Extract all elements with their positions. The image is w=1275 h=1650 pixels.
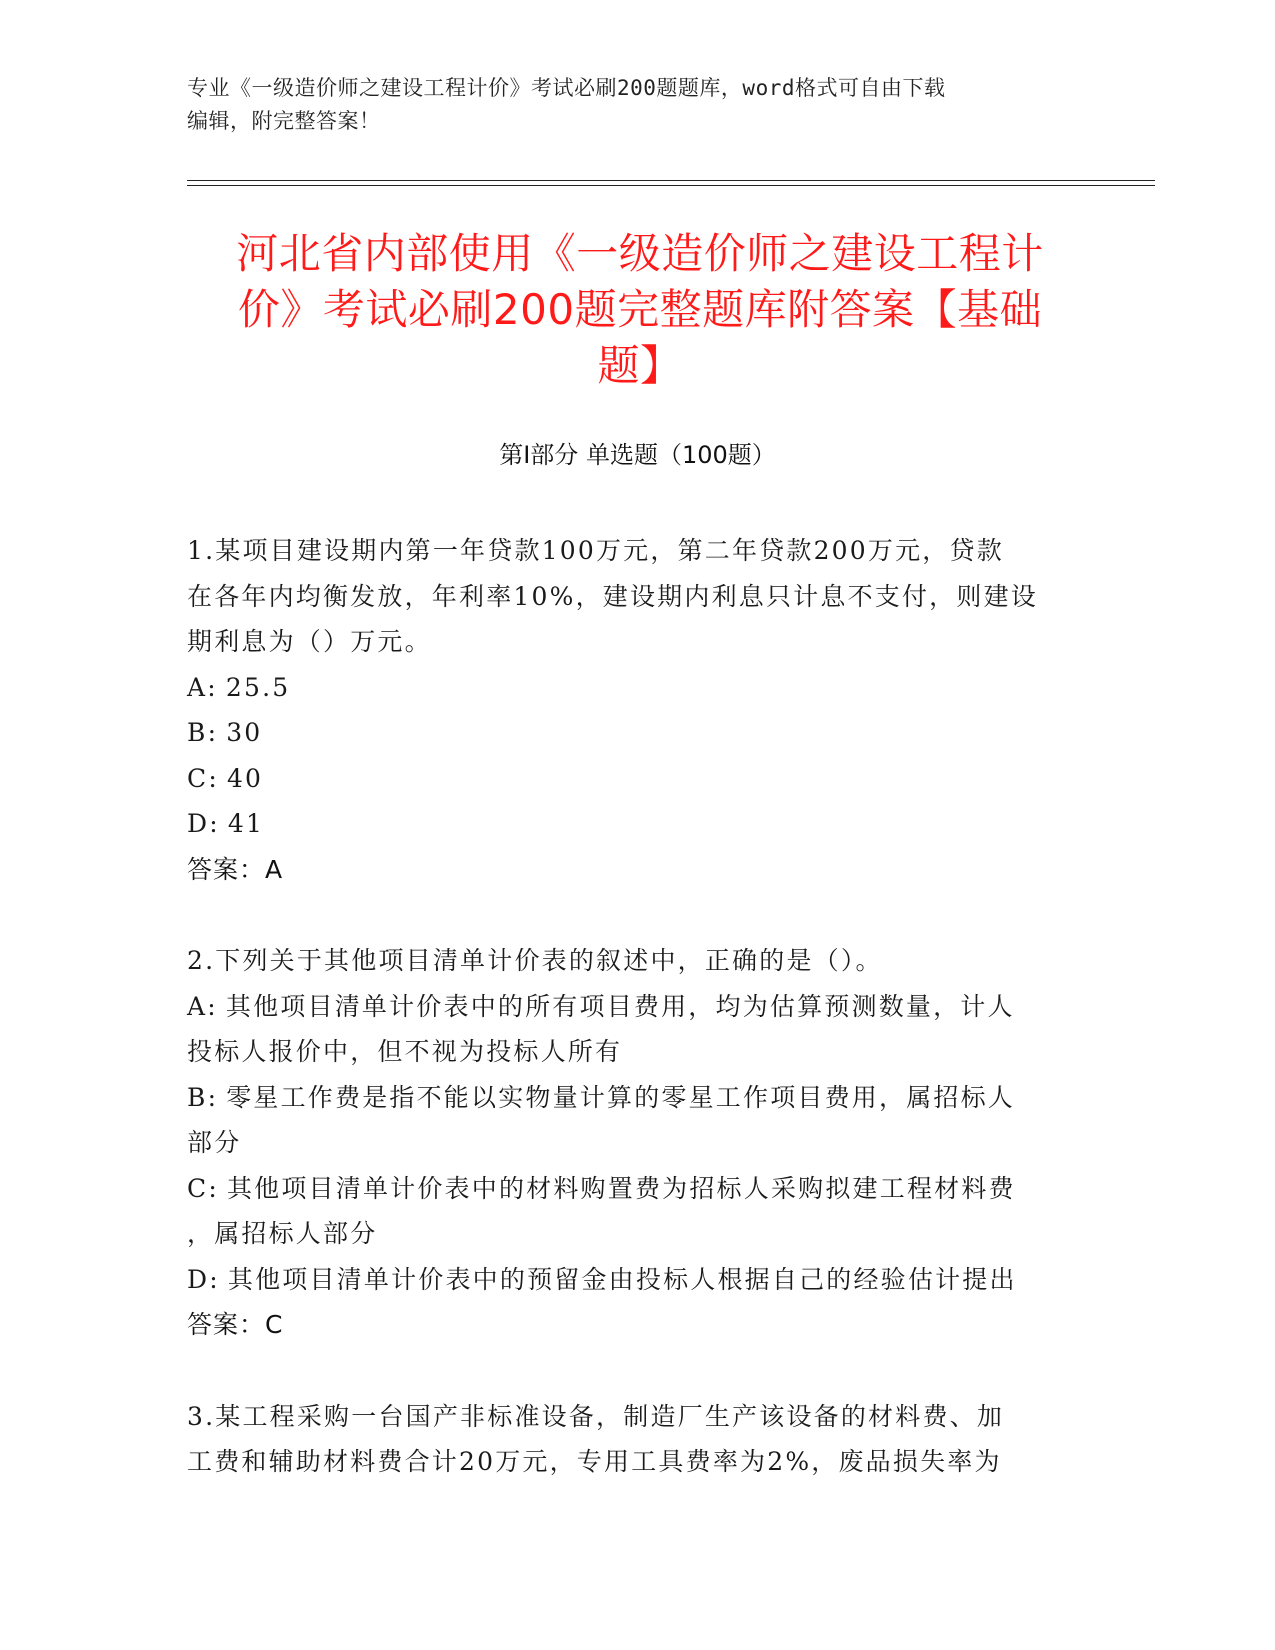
option-d: D: 其他项目清单计价表中的预留金由投标人根据自己的经验估计提出: [187, 1264, 1017, 1294]
question-text-line: 工费和辅助材料费合计20万元，专用工具费率为2%，废品损失率为: [187, 1447, 1002, 1476]
option-b: B: 30: [187, 718, 263, 747]
option-c-continuation: ，属招标人部分: [187, 1219, 378, 1248]
question-text-line: 期利息为（）万元。: [187, 627, 432, 656]
title-line: 题】: [597, 341, 683, 390]
option-c: C: 其他项目清单计价表中的材料购置费为招标人采购拟建工程材料费: [187, 1173, 1016, 1203]
title-line: 价》考试必刷200题完整题库附答案【基础: [237, 285, 1043, 334]
question-2: [187, 938, 1087, 1348]
option-a-continuation: 投标人报价中，但不视为投标人所有: [187, 1037, 623, 1066]
option-b: B: 零星工作费是指不能以实物量计算的零星工作项目费用，属招标人: [187, 1082, 1016, 1112]
option-c: C: 40: [187, 763, 264, 793]
question-text-line: 3.某工程采购一台国产非标准设备，制造厂生产该设备的材料费、加: [187, 1401, 1005, 1431]
option-d: D: 41: [187, 809, 265, 838]
header-divider-bottom: [187, 185, 1155, 186]
question-1: [187, 528, 1087, 892]
question-text-line: 在各年内均衡发放，年利率10%，建设期内利息只计息不支付，则建设: [187, 581, 1038, 611]
answer-line: 答案：C: [187, 1310, 284, 1339]
question-3: [187, 1394, 1087, 1485]
header-note: [187, 72, 1087, 138]
section-title: 第I部分 单选题（100题）: [499, 441, 776, 469]
answer-line: 答案：A: [187, 854, 284, 884]
title-line: 河北省内部使用《一级造价师之建设工程计: [236, 229, 1044, 278]
header-note-line: 专业《一级造价师之建设工程计价》考试必刷200题题库，word格式可自由下载: [187, 76, 946, 100]
question-text-line: 1.某项目建设期内第一年贷款100万元，第二年贷款200万元，贷款: [187, 536, 1004, 565]
option-a: A: 其他项目清单计价表中的所有项目费用，均为估算预测数量，计人: [187, 991, 1015, 1021]
option-b-continuation: 部分: [187, 1128, 242, 1157]
option-a: A: 25.5: [187, 672, 291, 702]
header-note-line: 编辑，附完整答案！: [187, 109, 381, 133]
question-list: [187, 528, 1087, 1531]
header-divider-top: [187, 180, 1155, 181]
question-text-line: 2.下列关于其他项目清单计价表的叙述中，正确的是（）。: [187, 946, 883, 975]
document-title: [190, 226, 1090, 394]
